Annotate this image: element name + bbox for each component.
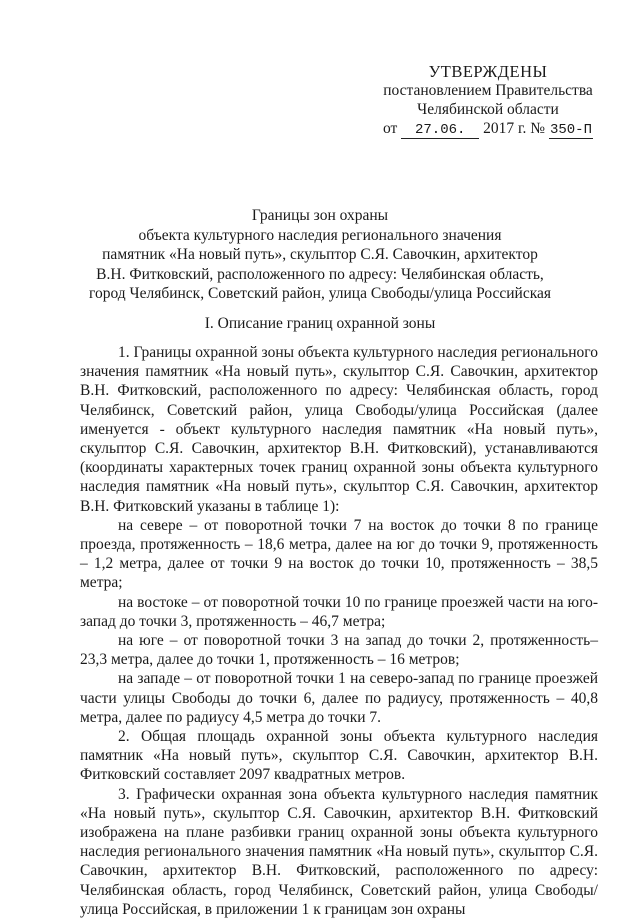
document-body <box>80 343 598 919</box>
title-line-3: памятник «На новый путь», скульптор С.Я. Савочкин, архитектор <box>102 246 538 263</box>
section-heading: I. Описание границ охранной зоны <box>204 315 436 332</box>
title-line-2: объекта культурного наследия регионального значения <box>138 226 502 244</box>
title-line-5: город Челябинск, Советский район, улица Свободы/улица Российская <box>88 285 552 302</box>
approval-line-2: Челябинской области <box>417 101 559 118</box>
title-line-1: Границы зон охраны <box>251 207 389 224</box>
paragraph: 1. Границы охранной зоны объекта культурного наследия регионального значения памятник «На новый путь», скульптор С.Я. Савочкин, архитектор В.Н. Фитковский, расположенного по адресу: Челябинская область, город Челябинск, Советский район, улица Свободы/улица Российская (далее именуется - объект культурного наследия памятник «На новый путь», скульптор С.Я. Савочкин, архитектор В.Н. Фитковский), устанавливаются (координаты характерных точек границ охранной зоны объекта культурного наследия памятник «На новый путь», скульптор С.Я. Савочкин, архитектор В.Н. Фитковский указаны в таблице 1): <box>80 344 598 515</box>
paragraph: на юге – от поворотной точки 3 на запад до точки 2, протяженность– 23,3 метра, далее до точки 1, протяженность – 16 метров; <box>80 632 598 669</box>
approval-date-line <box>378 119 598 139</box>
paragraph: 2. Общая площадь охранной зоны объекта культурного наследия памятник «На новый путь», скульптор С.Я. Савочкин, архитектор В.Н. Фитковский составляет 2097 квадратных метров. <box>80 728 598 784</box>
document-title <box>40 206 600 304</box>
approval-line-1: постановлением Правительства <box>383 82 593 99</box>
approval-block <box>378 62 598 139</box>
paragraph: на севере – от поворотной точки 7 на восток до точки 8 по границе проезда, протяженность – 18,6 метра, далее на юг до точки 9, протяженность – 1,2 метра, далее от точки 9 на восток до точки 10, протяженность – 38,5 метра; <box>80 516 598 592</box>
paragraph: 3. Графически охранная зона объекта культурного наследия памятник «На новый путь», скульптор С.Я. Савочкин, архитектор В.Н. Фитковский изображена на плане разбивки границ охранной зоны объекта культурного наследия регионального значения памятник «На новый путь», скульптор С.Я. Савочкин, архитектор В.Н. Фитковский, расположенного по адресу: Челябинская область, город Челябинск, Советский район, улица Свободы/улица Российская, в приложении 1 к границам зон охраны <box>80 785 598 918</box>
approval-from: от <box>383 120 398 137</box>
title-line-4: В.Н. Фитковский, расположенного по адресу: Челябинская область, <box>96 265 544 283</box>
paragraph: на востоке – от поворотной точки 10 по границе проезжей части на юго-запад до точки 3, протяженность – 46,7 метра; <box>80 593 598 630</box>
paragraph: на западе – от поворотной точки 1 на северо-запад по границе проезжей части улицы Свободы до точки 6, далее по радиусу, протяженность – 40,8 метра, далее по радиусу 4,5 метра до точки 7. <box>80 670 598 726</box>
approval-year: 2017 г. № <box>483 120 546 137</box>
approval-date: 27.06. <box>401 122 479 139</box>
approval-heading: УТВЕРЖДЕНЫ <box>428 62 548 81</box>
approval-number: 350-П <box>549 122 592 138</box>
